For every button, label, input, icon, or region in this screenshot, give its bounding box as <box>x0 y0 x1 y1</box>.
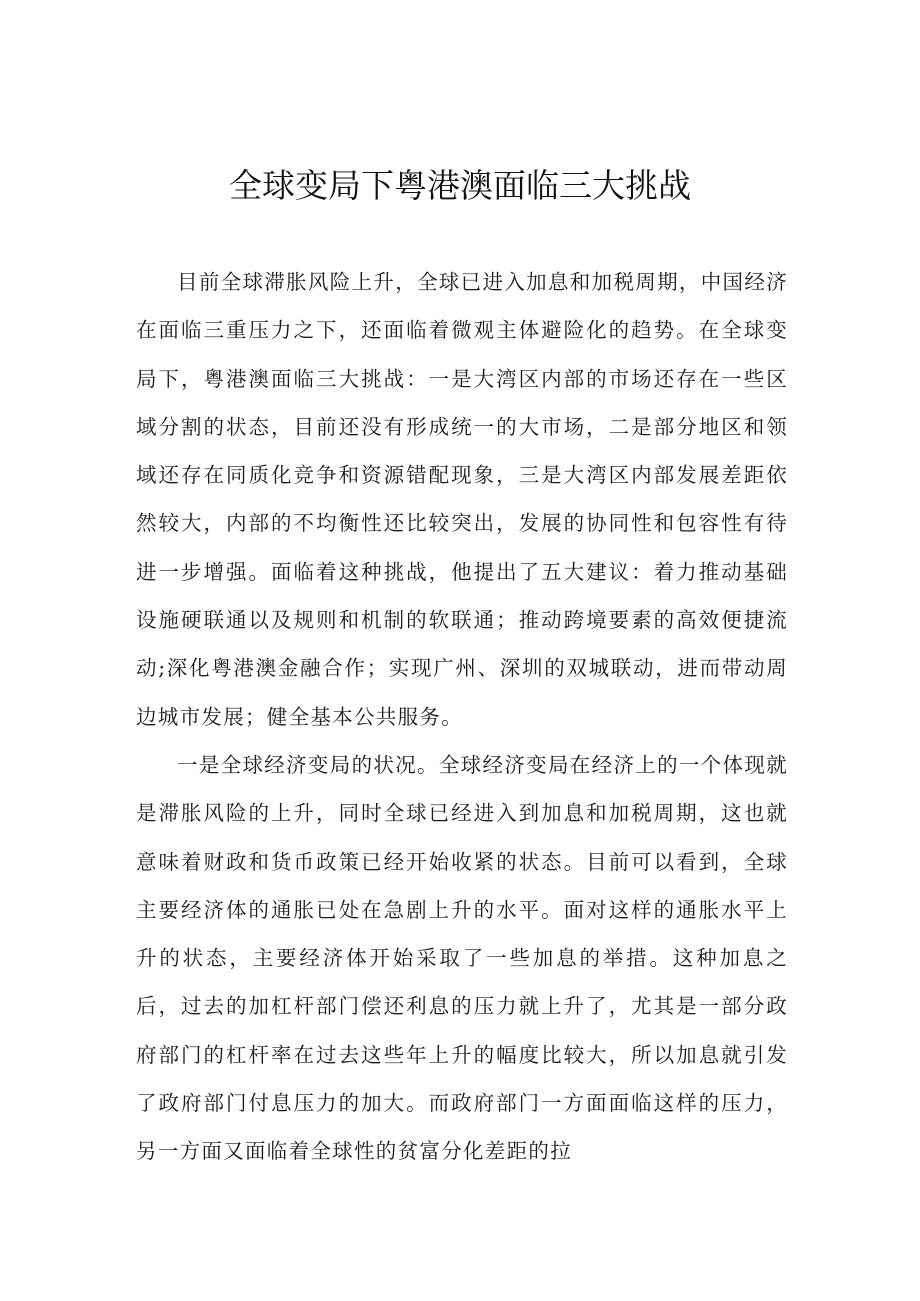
paragraph-1: 目前全球滞胀风险上升，全球已进入加息和加税周期，中国经济在面临三重压力之下，还面临着微观主体避险化的趋势。在全球变局下，粤港澳面临三大挑战：一是大湾区内部的市场还存在一些区域分割的状态，目前还没有形成统一的大市场，二是部分地区和领域还存在同质化竞争和资源错配现象，三是大湾区内部发展差距依然较大，内部的不均衡性还比较突出，发展的协同性和包容性有待进一步增强。面临着这种挑战，他提出了五大建议：着力推动基础设施硬联通以及规则和机制的软联通；推动跨境要素的高效便捷流动;深化粤港澳金融合作；实现广州、深圳的双城联动，进而带动周边城市发展；健全基本公共服务。 <box>136 270 788 729</box>
document-title: 全球变局下粤港澳面临三大挑战 <box>229 166 691 205</box>
paragraph-2: 一是全球经济变局的状况。全球经济变局在经济上的一个体现就是滞胀风险的上升，同时全球已经进入到加息和加税周期，这也就意味着财政和货币政策已经开始收紧的状态。目前可以看到，全球主要经济体的通胀已处在急剧上升的水平。面对这样的通胀水平上升的状态，主要经济体开始采取了一些加息的举措。这种加息之后，过去的加杠杆部门偿还利息的压力就上升了，尤其是一部分政府部门的杠杆率在过去这些年上升的幅度比较大，所以加息就引发了政府部门付息压力的加大。而政府部门一方面面临这样的压力，另一方面又面临着全球性的贫富分化差距的拉 <box>136 752 788 1164</box>
document-body <box>136 258 788 1176</box>
